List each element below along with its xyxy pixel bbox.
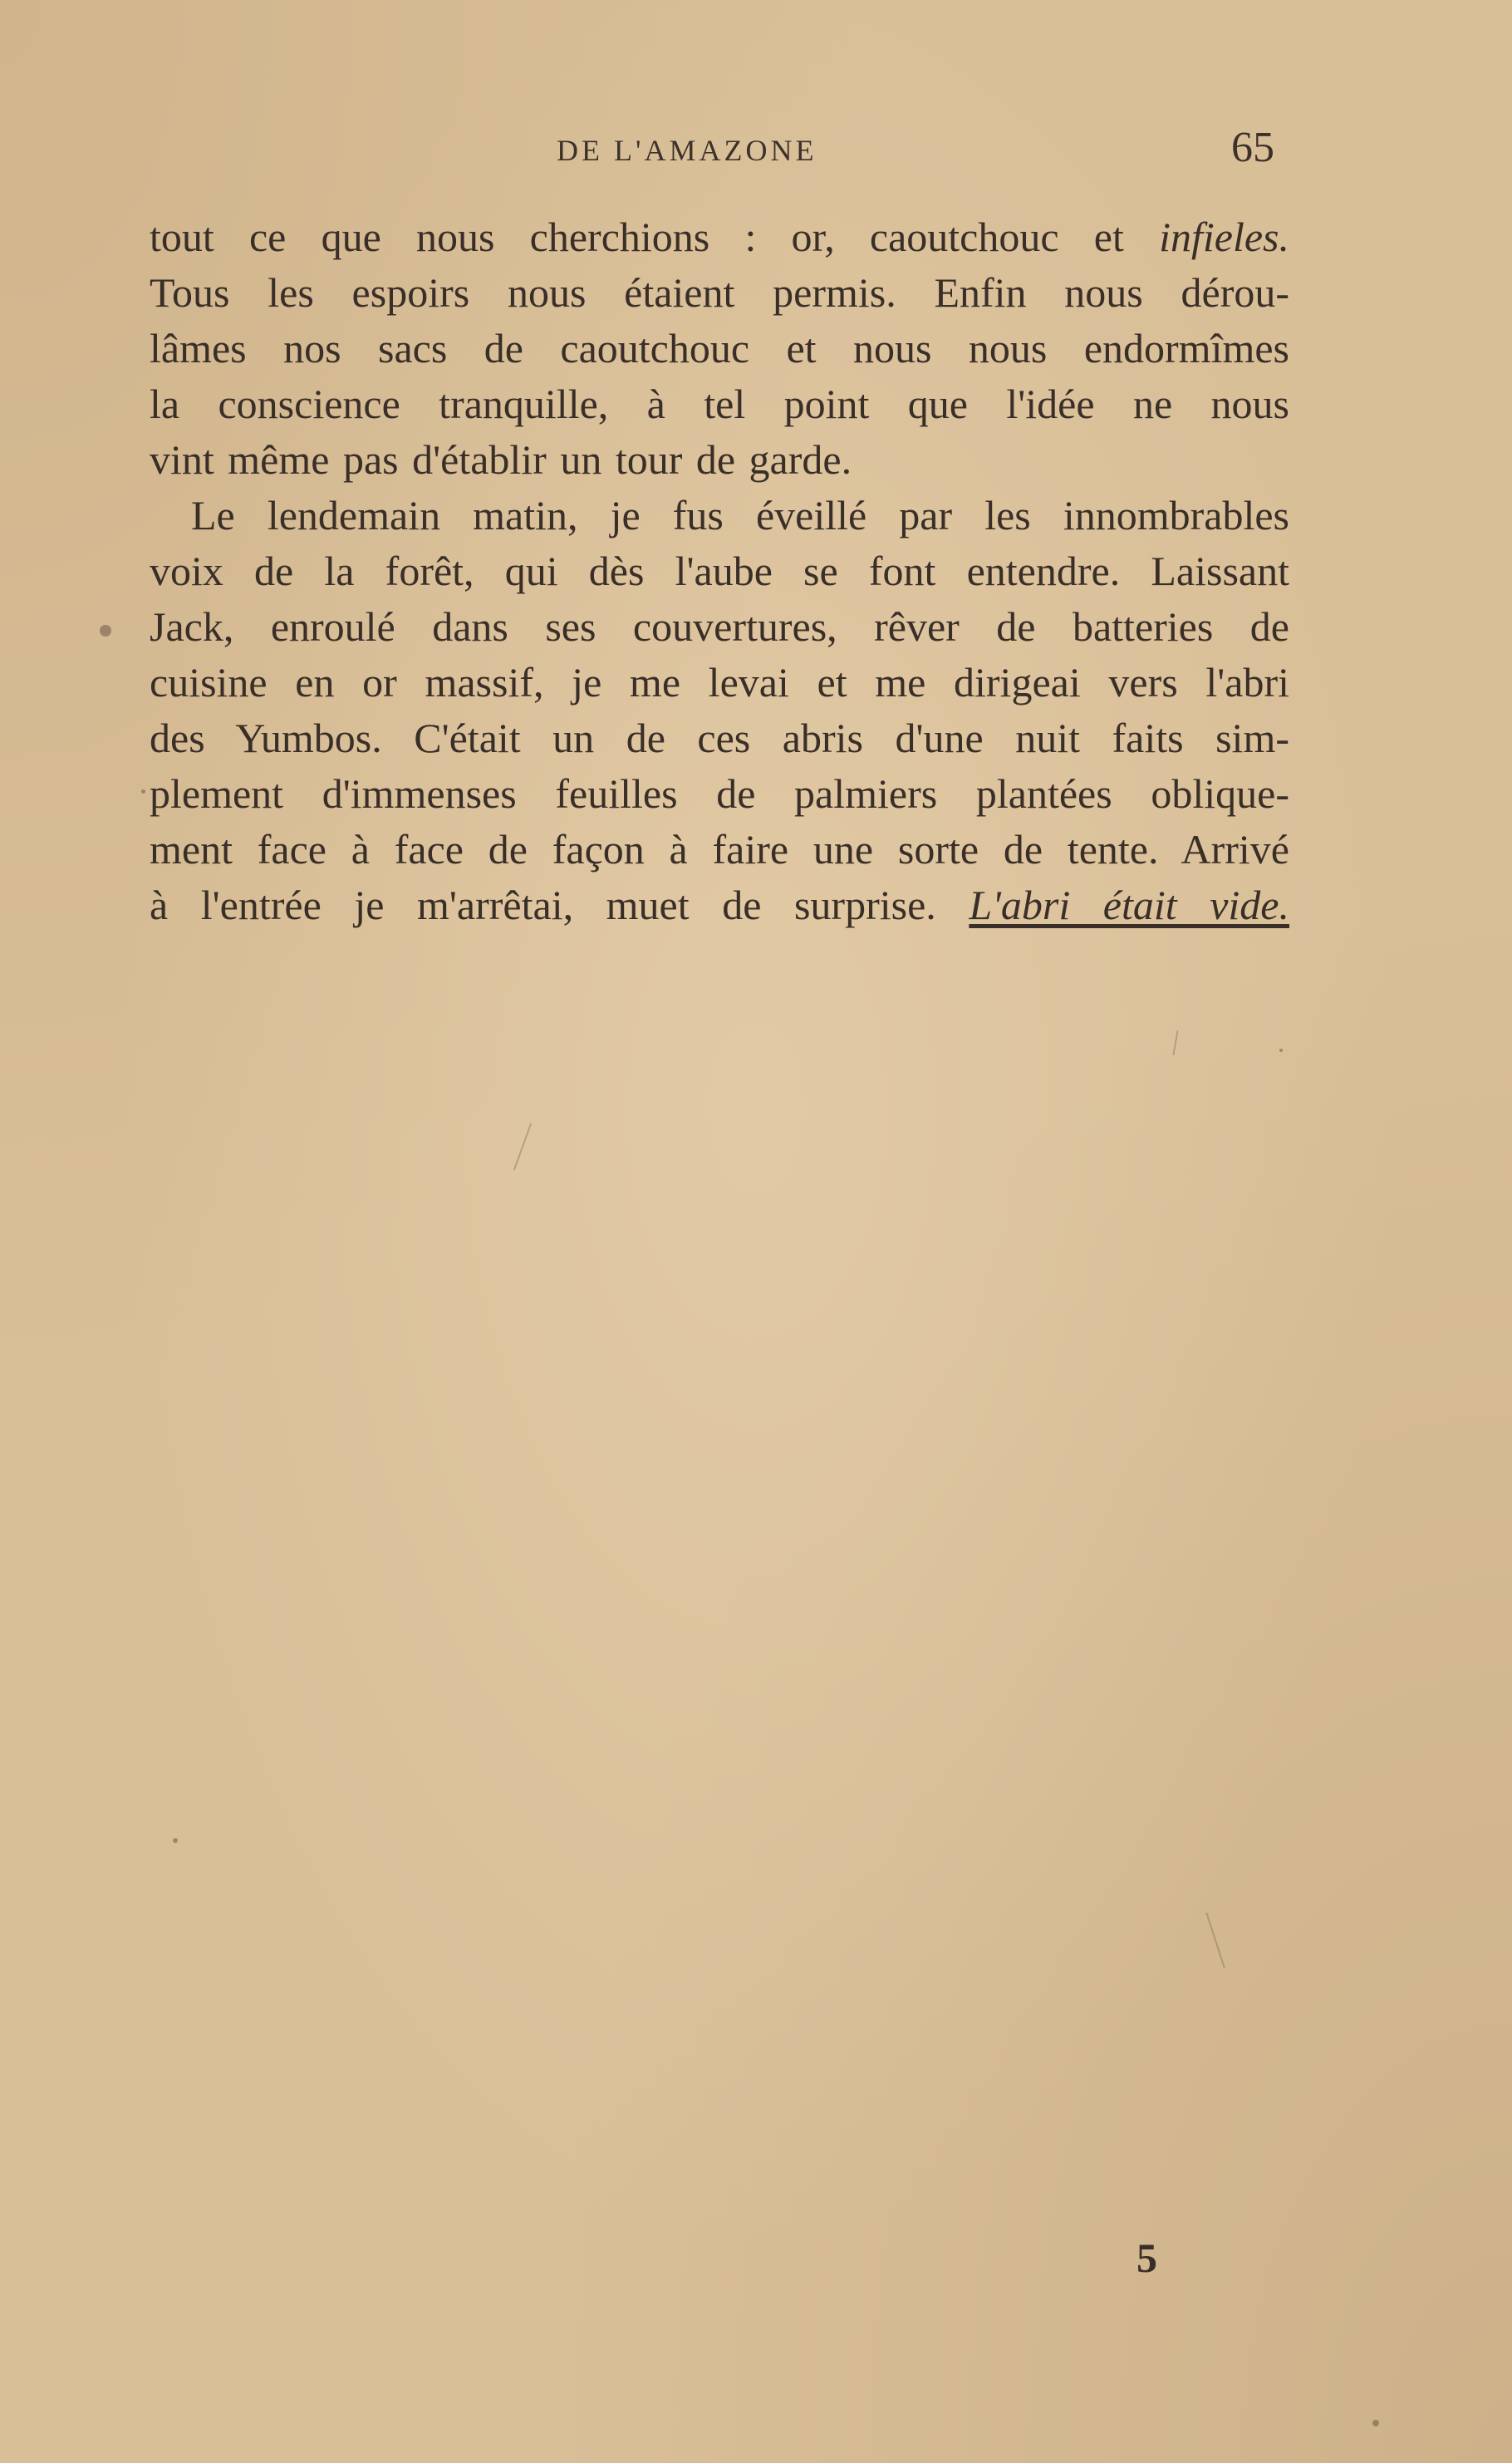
text-line-1-roman: tout ce que nous cherchions : or, caoutchouc et [150, 214, 1160, 260]
text-line-13-italic: L'abri était vide. [969, 882, 1290, 928]
paper-speck [100, 625, 111, 637]
running-head: DE L'AMAZONE [557, 134, 817, 167]
text-line-13-roman: à l'entrée je m'arrêtai, muet de surprise. [150, 882, 970, 928]
text-line-9: cuisine en or massif, je me levai et me dirigeai vers l'abri [150, 659, 1289, 705]
paper-scratch [513, 1123, 532, 1170]
text-line-11: plement d'immenses feuilles de palmiers plantées oblique- [150, 770, 1289, 817]
paper-scratch [1205, 1912, 1225, 1968]
text-line-10: des Yumbos. C'était un de ces abris d'une nuit faits sim- [150, 715, 1289, 761]
paper-speck [1372, 2420, 1379, 2426]
text-line-5: vint même pas d'établir un tour de garde. [150, 436, 852, 483]
text-line-7: voix de la forêt, qui dès l'aube se font entendre. Laissant [150, 548, 1289, 594]
text-line-12: ment face à face de façon à faire une sorte de tente. Arrivé [150, 826, 1289, 873]
text-line-1 [150, 209, 1289, 265]
signature-mark: 5 [1136, 2234, 1157, 2281]
paper-speck [1279, 1049, 1283, 1052]
body-text [150, 209, 1289, 933]
page-number: 65 [1231, 124, 1274, 171]
text-line-2: Tous les espoirs nous étaient permis. Enfin nous dérou- [150, 269, 1289, 316]
text-line-1-italic: infieles. [1159, 214, 1289, 260]
text-line-3: lâmes nos sacs de caoutchouc et nous nous endormîmes [150, 325, 1289, 371]
text-line-4: la conscience tranquille, à tel point que l'idée ne nous [150, 381, 1289, 427]
text-line-8: Jack, enroulé dans ses couvertures, rêver de batteries de [150, 603, 1289, 650]
text-line-6: Le lendemain matin, je fus éveillé par les innombrables [191, 492, 1289, 538]
paper-speck [141, 789, 145, 794]
paper-scratch [1172, 1030, 1178, 1055]
text-line-13 [150, 878, 1289, 933]
paper-speck [173, 1838, 178, 1843]
